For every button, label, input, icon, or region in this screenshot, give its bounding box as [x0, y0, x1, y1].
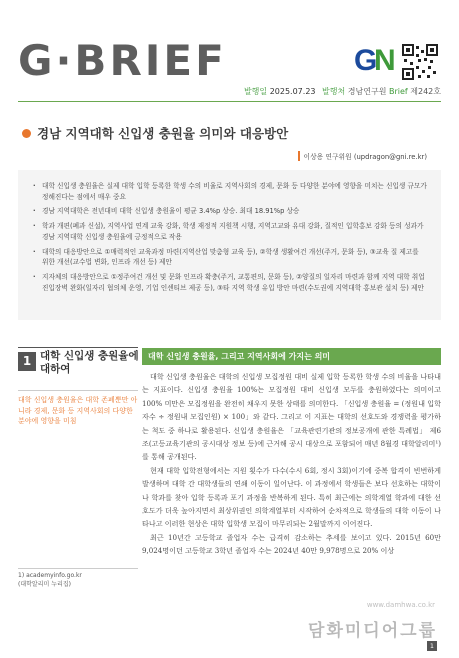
summary-item: · 경남 지역대학은 전년대비 대학 신입생 충원율이 평균 3.4%p 상승. 최대 18.91%p 상승 — [32, 206, 427, 217]
summary-item: · 대학의 대응방안으로 ①매력적인 교육과정 마련(지역산업 맞춤형 교육 등), ②학생 생활여건 개선(주거, 문화 등), ③교육 질 제고를 위한 개선(교수법 변화, 인프라 개선 등) 제안 — [32, 247, 427, 268]
summary-item: · 지자체의 대응방안으로 ①정주여건 개선 및 문화 인프라 확충(주거, 교통편의, 문화 등), ②양질의 일자리 마련과 함께 지역 대학 취업 진입장벽 완화(일자리 협의체 운영, 기업 인센티브 제공 등), ③타 지역 학생 유입 방안 마련(수도권에 지역대학 홍보관 설치 등) 제안 — [32, 272, 427, 293]
svg-text:G: G — [354, 44, 378, 76]
publisher-label: 발행처 — [322, 87, 346, 96]
section-number: 1 — [18, 352, 36, 371]
section-divider — [18, 347, 138, 348]
article-title-row — [22, 124, 288, 142]
footnote-source: 1) academyinfo.go.kr — [18, 572, 82, 579]
article-title: 경남 지역대학 신입생 충원율 의미와 대응방안 — [37, 126, 289, 141]
page-number: 1 — [427, 641, 437, 651]
article-body — [142, 370, 441, 558]
section-banner: 대학 신입생 충원율, 그리고 지역사회에 가지는 의미 — [142, 348, 441, 365]
issue-date: 2025.07.23 — [269, 87, 316, 96]
summary-item: · 대학 신입생 충원율은 실제 대학 입학 등록한 학생 수의 비율로 지역사회의 경제, 문화 등 다양한 분야에 영향을 미치는 신입생 규모가 정해진다는 점에서 매우 중요 — [32, 181, 427, 202]
section-title: 대학 신입생 충원율에 대하여 — [40, 350, 139, 375]
body-paragraph: 최근 10년간 고등학교 졸업자 수는 급격히 감소하는 추세를 보이고 있다. 2015년 60만 9,024명이던 고등학교 3학년 졸업자 수는 2024년 40만 9,978명으로 20% 이상 — [142, 532, 441, 556]
author-line: 이상용 연구위원 (updragon@gni.re.kr) — [298, 151, 427, 161]
issue-number: 제242호 — [410, 87, 441, 96]
qr-code-icon — [402, 44, 438, 80]
watermark: 담화미디어그룹 — [308, 621, 437, 641]
publisher: 경남연구원 — [347, 87, 387, 96]
gn-logo-icon — [354, 42, 398, 76]
section-subtitle: 대학 신입생 충원율은 대학 존폐뿐만 아니라 경제, 문화 등 지역사회의 다양한 분야에 영향을 미침 — [18, 390, 138, 427]
body-paragraph: 대학 신입생 충원율은 대학의 신입생 모집정원 대비 실제 입학 등록한 학생 수의 비율을 나타내는 지표이다. 신입생 충원율 100%는 모집정원 대비 신입생 모두를 충원하였다는 의미이고 100% 미만은 모집정원을 완전히 채우지 못한 상태를 의미한다. 「신입생 충원율 = (정원내 입학자수 ÷ 정원내 모집인원) × 100」와 같다. 그리고 이 지표는 대학의 선호도와 경쟁력을 평가하는 척도 중 하나로 활용된다. 신입생 충원율은 「교육관련기관의 정보공개에 관한 특례법」 제6조(고등교육기관의 공시대상 정보 등)에 근거해 공시 대상으로 포함되어 매년 8월경 대학알리미¹)를 통해 공개된다. — [142, 372, 441, 462]
summary-box — [18, 170, 441, 320]
summary-item: · 학과 개편(폐과 신설), 지역사업 연계 교육 강화, 학생 재정적 지원책 시행, 지역고교와 유대 강화, 질적인 입학홍보 강화 등의 성과가 경남 지역대학 신입생 충원율에 긍정적으로 작용 — [32, 221, 427, 242]
title-bullet-icon — [22, 129, 31, 138]
body-paragraph: 현재 대학 입학전형에서는 지원 횟수가 다수(수시 6회, 정시 3회)이기에 중복 합격이 빈번하게 발생하며 대학 간 대학생들의 연쇄 이동이 일어난다. 이 과정에서 학생들은 보다 선호하는 대학이나 학과를 찾아 입학 등록과 포기 과정을 반복하게 된다. 특히 최근에는 의학계열 학과에 대한 선호도가 더욱 높아지면서 최상위권인 의학계열부터 시작하여 순차적으로 학생들의 대학 이동이 나타나고 이러한 현상은 대학 입학생 모집이 마무리되는 2월말까지 이어진다. — [142, 465, 441, 529]
issue-date-label: 발행일 — [243, 87, 268, 96]
brief-label: Brief — [388, 87, 408, 96]
masthead: G·BRIEF — [18, 36, 227, 85]
svg-text:N: N — [374, 44, 396, 76]
footnote — [18, 568, 138, 589]
header-divider — [18, 101, 441, 102]
footnote-source-name: (대학알리미 누리집) — [18, 580, 71, 588]
issue-meta — [244, 86, 441, 97]
watermark-url: www.damhwa.co.kr — [366, 601, 435, 609]
